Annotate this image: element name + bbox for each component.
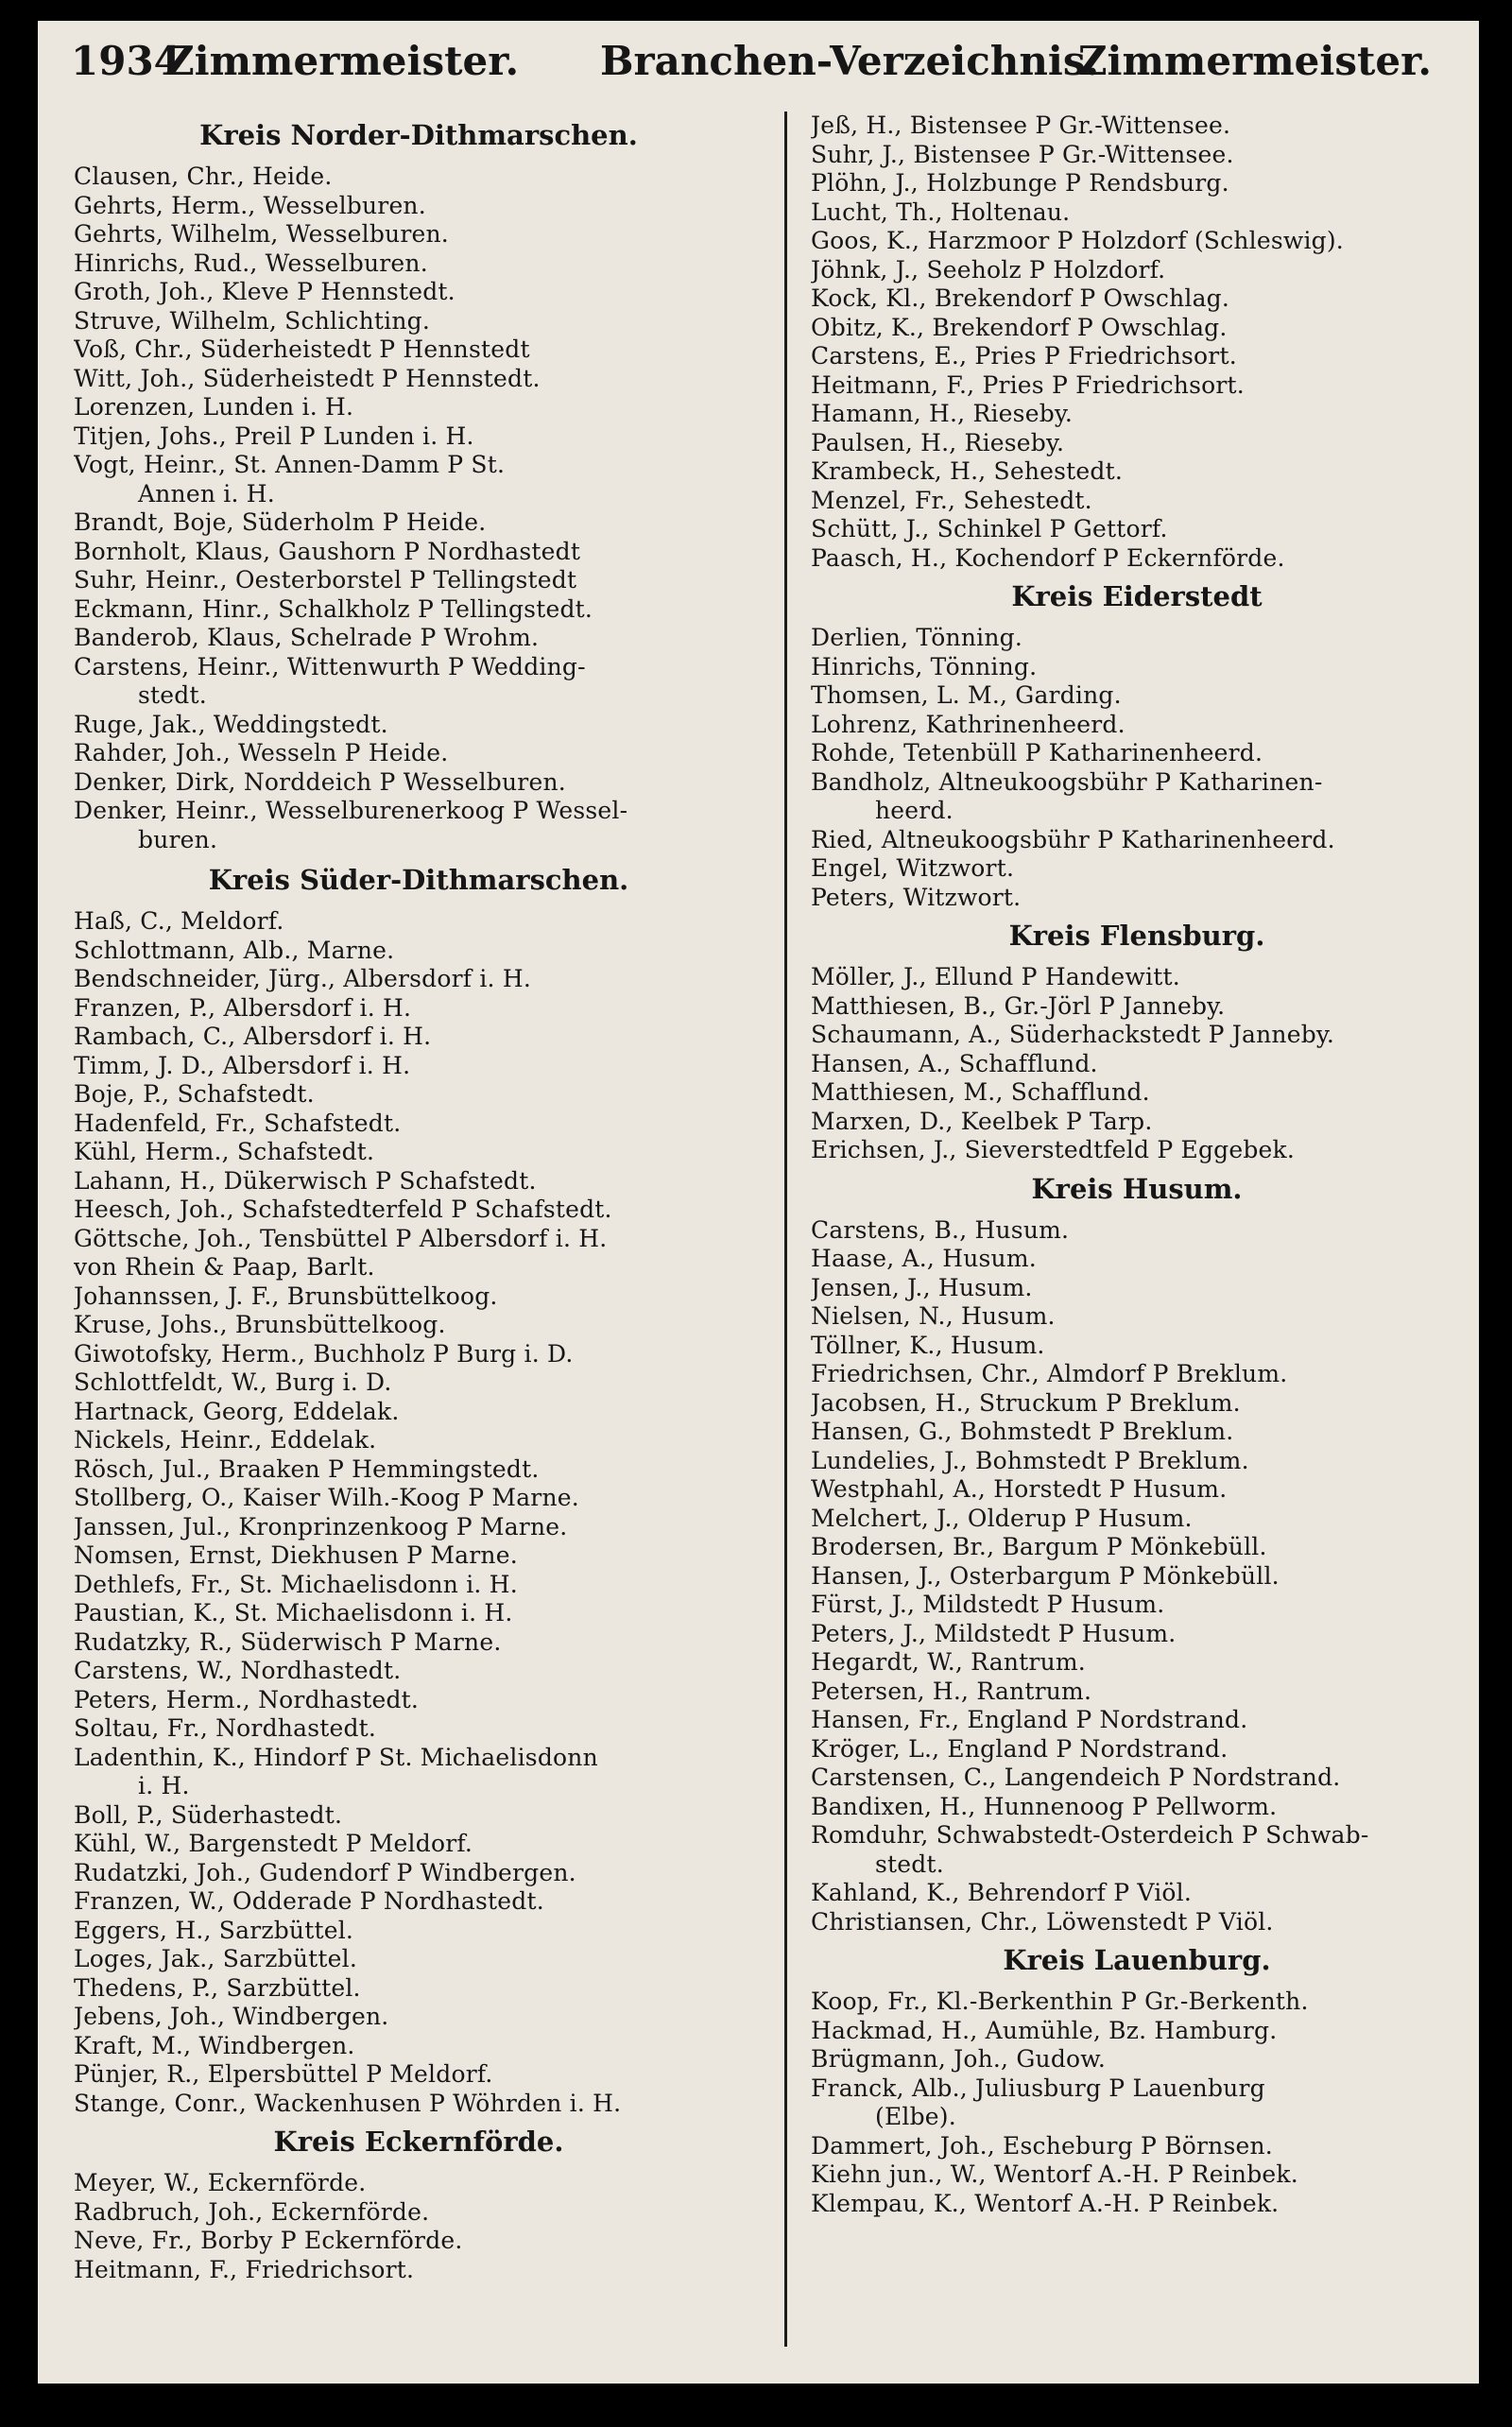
directory-entry: Meyer, W., Eckernförde. [74,2169,367,2196]
directory-entry: Jebens, Joh., Windbergen. [74,2003,389,2030]
directory-entry: Johannssen, J. F., Brunsbüttelkoog. [74,1282,498,1310]
directory-entry: Carstens, B., Husum. [811,1215,1070,1244]
left-column [74,112,764,2284]
directory-entry: Eggers, H., Sarzbüttel. [74,1916,354,1944]
directory-entry: Jensen, J., Husum. [811,1273,1033,1301]
section-eckernfoerde [74,2122,764,2284]
directory-entry: (Elbe). [875,2103,956,2130]
directory-entry: Kock, Kl., Brekendorf P Owschlag. [811,284,1230,312]
entry-list [811,112,1463,573]
directory-entry: Melchert, J., Olderup P Husum. [811,1504,1193,1532]
directory-entry: Hegardt, W., Rantrum. [811,1648,1086,1676]
directory-entry: Schaumann, A., Süderhackstedt P Janneby. [811,1021,1335,1048]
directory-entry: Groth, Joh., Kleve P Hennstedt. [74,278,455,305]
directory-entry: Ried, Altneukoogsbühr P Katharinenheerd. [811,825,1335,853]
directory-entry: Lucht, Th., Holtenau. [811,198,1071,226]
directory-entry: Westphahl, A., Horstedt P Husum. [811,1475,1228,1503]
entry-list [74,163,764,854]
directory-entry: Dammert, Joh., Escheburg P Börnsen. [811,2131,1273,2160]
directory-entry: Dethlefs, Fr., St. Michaelisdonn i. H. [74,1570,518,1598]
directory-entry: Kröger, L., England P Nordstrand. [811,1734,1228,1763]
directory-entry: Neve, Fr., Borby P Eckernförde. [74,2227,463,2254]
directory-entry: Nielsen, N., Husum. [811,1302,1056,1330]
directory-entry: Soltau, Fr., Nordhastedt. [74,1714,377,1742]
directory-entry: Hansen, G., Bohmstedt P Breklum. [811,1418,1234,1445]
directory-entry: i. H. [138,1772,190,1799]
directory-entry: Denker, Dirk, Norddeich P Wesselburen. [74,767,566,796]
directory-entry: Bandholz, Altneukoogsbühr P Katharinen- [811,767,1323,796]
directory-entry: Eckmann, Hinr., Schalkholz P Tellingstedt. [74,594,593,623]
column-divider [784,112,787,2347]
directory-entry: Jeß, H., Bistensee P Gr.-Wittensee. [811,112,1231,139]
directory-entry: Nickels, Heinr., Eddelak. [74,1426,377,1454]
directory-entry: Bornholt, Klaus, Gaushorn P Nordhastedt [74,537,581,565]
directory-entry: Hinrichs, Tönning. [811,652,1038,680]
directory-entry: Koop, Fr., Kl.-Berkenthin P Gr.-Berkenth. [811,1988,1309,2015]
directory-entry: Janssen, Jul., Kronprinzenkoog P Marne. [74,1512,568,1541]
directory-entry: Gehrts, Wilhelm, Wesselburen. [74,220,449,248]
directory-entry: Rudatzky, R., Süderwisch P Marne. [74,1627,502,1656]
directory-entry: Bandixen, H., Hunnenoog P Pellworm. [811,1792,1278,1820]
directory-entry: Witt, Joh., Süderheistedt P Hennstedt. [74,364,541,392]
directory-entry: Voß, Chr., Süderheistedt P Hennstedt [74,336,530,363]
entry-list [811,1216,1463,1937]
directory-entry: Matthiesen, M., Schafflund. [811,1078,1150,1106]
header-center-title: Branchen-Verzeichnis. [600,38,1100,84]
directory-entry: Kühl, W., Bargenstedt P Meldorf. [74,1830,473,1857]
directory-entry: Hackmad, H., Aumühle, Bz. Hamburg. [811,2016,1278,2044]
directory-entry: Brandt, Boje, Süderholm P Heide. [74,508,487,536]
directory-entry: Franzen, W., Odderade P Nordhastedt. [74,1887,544,1915]
directory-entry: Obitz, K., Brekendorf P Owschlag. [811,313,1228,341]
directory-entry: Matthiesen, B., Gr.-Jörl P Janneby. [811,991,1226,1020]
entry-list [74,907,764,2118]
directory-entry: Vogt, Heinr., St. Annen-Damm P St. [74,451,506,478]
directory-entry: Schlottmann, Alb., Marne. [74,936,395,964]
directory-entry: Petersen, H., Rantrum. [811,1677,1092,1705]
directory-entry: Rohde, Tetenbüll P Katharinenheerd. [811,739,1263,766]
directory-entry: Ruge, Jak., Weddingstedt. [74,710,388,738]
directory-entry: Haß, C., Meldorf. [74,907,284,935]
directory-entry: Rambach, C., Albersdorf i. H. [74,1023,432,1050]
directory-entry: Möller, J., Ellund P Handewitt. [811,963,1180,990]
directory-entry: Paustian, K., St. Michaelisdonn i. H. [74,1599,513,1627]
directory-entry: Titjen, Johs., Preil P Lunden i. H. [74,422,474,450]
directory-entry: Denker, Heinr., Wesselburenerkoog P Wessel- [74,797,628,824]
directory-entry: Struve, Wilhelm, Schlichting. [74,306,430,335]
directory-entry: Annen i. H. [138,479,275,508]
directory-entry: Clausen, Chr., Heide. [74,163,333,190]
page-number: 1934 [71,38,181,84]
directory-entry: Kruse, Johs., Brunsbüttelkoog. [74,1311,446,1338]
directory-entry: Rösch, Jul., Braaken P Hemmingstedt. [74,1454,540,1483]
directory-entry: Menzel, Fr., Sehestedt. [811,486,1092,514]
directory-entry: Carstensen, C., Langendeich P Nordstrand. [811,1764,1341,1791]
directory-entry: Engel, Witzwort. [811,854,1015,882]
entry-list [811,963,1463,1165]
directory-entry: Schütt, J., Schinkel P Gettorf. [811,515,1168,542]
directory-entry: Plöhn, J., Holzbunge P Rendsburg. [811,169,1229,197]
section-title: Kreis Lauenburg. [1003,1944,1271,1976]
directory-entry: Brodersen, Br., Bargum P Mönkebüll. [811,1533,1267,1560]
directory-entry: Franck, Alb., Juliusburg P Lauenburg [811,2074,1265,2102]
directory-entry: stedt. [875,1850,944,1878]
directory-entry: von Rhein & Paap, Barlt. [74,1253,375,1281]
directory-entry: Heitmann, F., Friedrichsort. [74,2255,415,2283]
directory-entry: Thedens, P., Sarzbüttel. [74,1973,361,2002]
directory-entry: Peters, Witzwort. [811,883,1022,911]
directory-entry: Derlien, Tönning. [811,624,1022,651]
directory-entry: Lorenzen, Lunden i. H. [74,393,354,421]
directory-entry: heerd. [875,797,954,824]
directory-entry: Carstens, W., Nordhastedt. [74,1657,402,1684]
directory-entry: Boje, P., Schafstedt. [74,1080,315,1108]
directory-entry: Kiehn jun., W., Wentorf A.-H. P Reinbek. [811,2160,1298,2188]
section-title: Kreis Süder-Dithmarschen. [208,864,629,896]
directory-entry: Rudatzki, Joh., Gudendorf P Windbergen. [74,1858,576,1886]
directory-entry: Christiansen, Chr., Löwenstedt P Viöl. [811,1907,1274,1936]
directory-entry: Krambeck, H., Sehestedt. [811,457,1124,485]
directory-entry: Banderob, Klaus, Schelrade P Wrohm. [74,624,540,651]
directory-page [38,21,1479,2384]
directory-entry: Boll, P., Süderhastedt. [74,1800,343,1829]
directory-entry: Lundelies, J., Bohmstedt P Breklum. [811,1446,1249,1474]
directory-entry: Suhr, Heinr., Oesterborstel P Tellingstedt [74,566,577,594]
directory-entry: Fürst, J., Mildstedt P Husum. [811,1591,1165,1618]
directory-entry: Lohrenz, Kathrinenheerd. [811,710,1125,738]
directory-entry: Rahder, Joh., Wesseln P Heide. [74,739,449,766]
directory-entry: Stollberg, O., Kaiser Wilh.-Koog P Marne. [74,1484,579,1511]
directory-entry: Kühl, Herm., Schafstedt. [74,1138,375,1165]
entry-list [811,1988,1463,2218]
directory-entry: Loges, Jak., Sarzbüttel. [74,1945,357,1972]
directory-entry: Radbruch, Joh., Eckernförde. [74,2197,430,2226]
directory-entry: Hinrichs, Rud., Wesselburen. [74,249,428,277]
directory-entry: Klempau, K., Wentorf A.-H. P Reinbek. [811,2189,1280,2217]
directory-entry: Kahland, K., Behrendorf P Viöl. [811,1879,1192,1906]
page-header [71,28,1432,95]
directory-entry: Bendschneider, Jürg., Albersdorf i. H. [74,965,531,992]
directory-entry: Suhr, J., Bistensee P Gr.-Wittensee. [811,140,1234,168]
section-title: Kreis Eiderstedt [1011,580,1263,612]
directory-entry: Peters, Herm., Nordhastedt. [74,1685,420,1713]
directory-entry: Lahann, H., Dükerwisch P Schafstedt. [74,1166,537,1195]
section-title: Kreis Husum. [1031,1172,1243,1205]
directory-entry: Töllner, K., Husum. [811,1331,1045,1359]
directory-entry: Carstens, Heinr., Wittenwurth P Wedding- [74,652,586,680]
section-lauenburg [811,1940,1463,2218]
directory-entry: Carstens, E., Pries P Friedrichsort. [811,342,1237,370]
directory-entry: Ladenthin, K., Hindorf P St. Michaelisdonn [74,1743,598,1771]
directory-entry: Heitmann, F., Pries P Friedrichsort. [811,370,1245,399]
entry-list [811,624,1463,912]
right-column [811,112,1463,2218]
directory-entry: Brügmann, Joh., Gudow. [811,2045,1107,2073]
section-title: Kreis Norder-Dithmarschen. [199,119,638,151]
section-husum [811,1169,1463,1937]
directory-entry: Paulsen, H., Rieseby. [811,428,1065,456]
directory-entry: Göttsche, Joh., Tensbüttel P Albersdorf i. H. [74,1224,608,1252]
section-eiderstedt [811,577,1463,912]
directory-entry: Goos, K., Harzmoor P Holzdorf (Schleswig). [811,227,1344,254]
directory-entry: Hamann, H., Rieseby. [811,400,1074,427]
directory-entry: Stange, Conr., Wackenhusen P Wöhrden i. H. [74,2089,622,2117]
section-title: Kreis Flensburg. [1008,920,1265,952]
section-flensburg [811,916,1463,1165]
directory-entry: stedt. [138,681,207,709]
directory-entry: Hansen, J., Osterbargum P Mönkebüll. [811,1561,1280,1590]
section-eckernfoerde-continued [811,112,1463,573]
header-right-title: Zimmermeister. [1077,38,1432,84]
directory-entry: Nomsen, Ernst, Diekhusen P Marne. [74,1541,518,1569]
section-title: Kreis Eckernförde. [273,2126,564,2158]
directory-entry: Paasch, H., Kochendorf P Eckernförde. [811,543,1285,572]
directory-entry: Thomsen, L. M., Garding. [811,681,1122,709]
directory-entry: Kraft, M., Windbergen. [74,2031,355,2059]
header-left-title: Zimmermeister. [165,38,520,84]
directory-entry: Giwotofsky, Herm., Buchholz P Burg i. D. [74,1339,574,1368]
directory-entry: Schlottfeldt, W., Burg i. D. [74,1368,392,1396]
directory-entry: Peters, J., Mildstedt P Husum. [811,1619,1177,1647]
directory-entry: Erichsen, J., Sieverstedtfeld P Eggebek. [811,1136,1296,1163]
directory-entry: Haase, A., Husum. [811,1245,1037,1272]
directory-entry: Pünjer, R., Elpersbüttel P Meldorf. [74,2060,493,2088]
directory-entry: Friedrichsen, Chr., Almdorf P Breklum. [811,1360,1288,1387]
directory-entry: Hadenfeld, Fr., Schafstedt. [74,1109,402,1137]
directory-entry: buren. [138,825,218,853]
directory-entry: Jöhnk, J., Seeholz P Holzdorf. [811,255,1166,284]
directory-entry: Gehrts, Herm., Wesselburen. [74,191,426,219]
directory-entry: Romduhr, Schwabstedt-Osterdeich P Schwab- [811,1821,1369,1849]
entry-list [74,2169,764,2284]
directory-entry: Heesch, Joh., Schafstedterfeld P Schafstedt. [74,1196,612,1223]
directory-entry: Marxen, D., Keelbek P Tarp. [811,1107,1153,1135]
directory-entry: Timm, J. D., Albersdorf i. H. [74,1051,411,1079]
section-norder-dithmarschen [74,115,764,854]
directory-entry: Hartnack, Georg, Eddelak. [74,1397,400,1425]
directory-entry: Hansen, A., Schafflund. [811,1049,1098,1077]
section-sueder-dithmarschen [74,860,764,2118]
directory-entry: Hansen, Fr., England P Nordstrand. [811,1706,1248,1733]
directory-entry: Franzen, P., Albersdorf i. H. [74,993,412,1022]
directory-entry: Jacobsen, H., Struckum P Breklum. [811,1388,1241,1417]
